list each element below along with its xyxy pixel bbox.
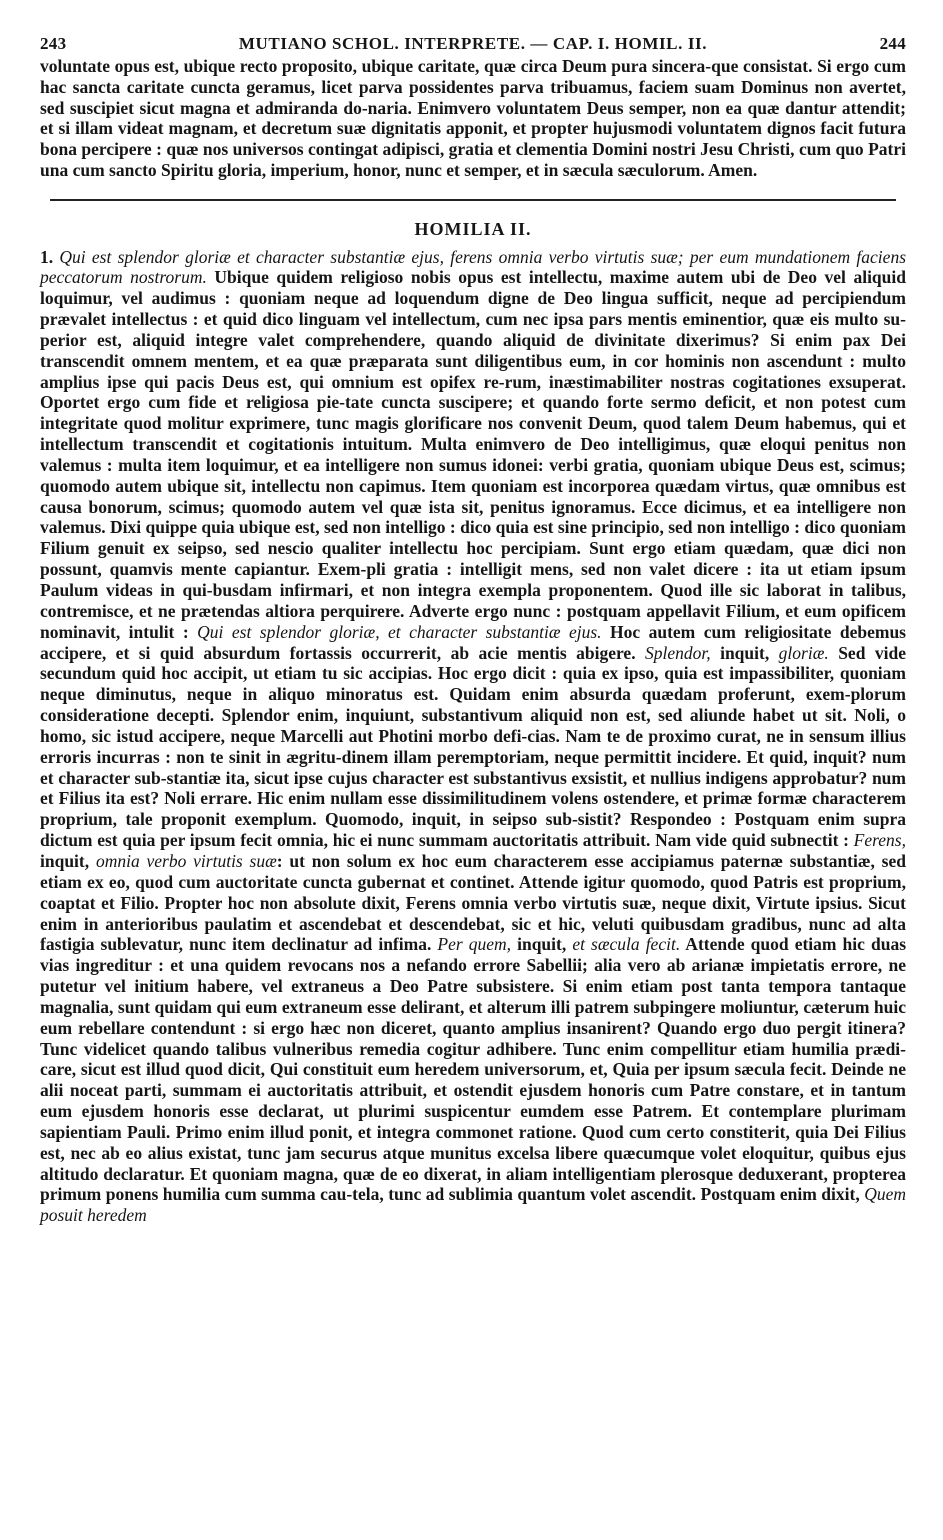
italic-quotation: Qui est splendor gloriæ et character substantiæ ejus, ferens omnia verbo virtutis suæ; per eum mundationem faciens peccatorum nostrorum. — [40, 246, 907, 288]
text-run: inquit, — [511, 934, 573, 955]
italic-quotation: Ferens, — [853, 830, 906, 851]
homily-text-segments — [40, 247, 906, 1226]
homily-heading: HOMILIA II. — [414, 218, 532, 239]
text-run: inquit, — [710, 642, 779, 663]
italic-quotation: Quem posuit heredem — [40, 1184, 906, 1226]
page-number-right: 244 — [879, 34, 906, 53]
italic-quotation: omnia verbo virtutis suæ — [95, 850, 277, 871]
text-run: Hoc autem cum religiositate debemus accipere, et si quid absurdum fortassis occurrerit, ab acie mentis abigere. — [40, 621, 906, 663]
text-run: Attende quod etiam hic duas vias ingreditur : et una quidem revocans nos a nefando errore Sabellii; alia vero ab arianæ impietatis errore, ne putetur vel initium habere, vel extraneus a Deo Patre subsistere. Si enim etiam post tanta tempora tantaque magnalia, sunt quidam qui eum extraneum esse delirant, et alterum illi patrem subpingere moliuntur, cæterum huic eum rebellare contendunt : si ergo hæc non diceret, quanto amplius insanirent? Quando ergo duo pergit itinera? Tunc videlicet quando talibus vulneribus remedia cogitur adhibere. Tunc enim compellitur etiam humilia prædi-care, sicut est illud quod dicit, Qui constituit eum heredem universorum, et, Quia per ipsum sæcula fecit. Deinde ne alii noceat parti, summam ei auctoritatis attribuit, et ostendit ejusdem honoris cum Patre constare, et in tantum eum ejusdem honoris esse declarat, ut plurimi suspicentur eumdem esse Patrem. Et contemplare plurimam sapientiam Pauli. Primo enim illud ponit, et integra commonet ratione. Quod cum certo constiterit, quia Dei Filius est, nec ab eo alius existat, tunc jam securus atque munitus excelsa libere quæcumque volet eloquitur, quibus ejus altitudo declaratur. Et quoniam magna, quæ de eo dixerat, in aliam intelligentiam plerosque deduxerant, propterea primum ponens humilia cum summa cau-tela, tunc ad sublimia quantum volet ascendit. Postquam enim dixit, — [40, 934, 907, 1205]
italic-quotation: et sæcula fecit. — [572, 934, 681, 955]
page — [40, 34, 906, 1226]
italic-quotation: gloriæ. — [778, 642, 829, 663]
italic-quotation: Per quem, — [437, 934, 512, 955]
italic-quotation: Splendor, — [645, 642, 711, 663]
running-head — [40, 34, 906, 56]
text-run: inquit, — [40, 850, 96, 871]
homily-body — [40, 247, 906, 1227]
running-head-title: MUTIANO SCHOL. INTERPRETE. — CAP. I. HOMIL. II. — [238, 34, 708, 53]
section-number: 1. — [40, 246, 54, 267]
section-divider-rule — [50, 199, 896, 201]
italic-quotation: Qui est splendor gloriæ, et character substantiæ ejus. — [197, 621, 602, 642]
text-run: Ubique quidem religioso nobis opus est intellectu, maxime autem ubi de Deo vel aliquid loquimur, vel audimus : quoniam neque ad loquendum digne de Deo lingua sufficit, neque ad percipiendum prævalet intellectus : et quid dico linguam vel intellectum, cum nec ipsa pars mentis eminentior, quæ eis multo su-perior est, aliquid integre valet comprehendere, quando aliquid de divinitate dixerimus? Si enim pax Dei transcendit omnem mentem, et ea quæ præparata sunt diligentibus eum, in cor hominis non ascendunt : multo amplius ipse qui pacis Deus est, qui omnium est opifex re-rum, inæstimabiliter nostras cogitationes exsuperat. Oportet ergo cum fide et religiosa pie-tate cuncta suscipere; et quando forte sermo deficit, et non potest cum integritate quod molitur exprimere, tunc magis glorificare nos convenit Deum, quod talem Deum habemus, qui et intellectum transcendit et cogitationis intuitum. Multa enimvero de Deo intelligimus, quæ eloqui penitus non valemus : multa item loquimur, et ea intelligere non sumus idonei: verbi gratia, quoniam ubique Deus est, scimus; quomodo autem ubique sit, intellectu non capimus. Item quoniam est incorporea quædam virtus, quæ omnibus est causa bonorum, scimus; quomodo autem vel quæ ista sit, penitus ignoramus. Ecce dicimus, et ea intelligere non valemus. Dixi quippe quia ubique est, sed non intelligo : dico quia est sine principio, sed non intelligo : dico quoniam Filium genuit ex seipso, sed nescio qualiter intellectu hoc percipiam. Sunt ergo etiam quædam, quæ dici non possunt, quamvis mente capiantur. Exem-pli gratia : intelligit mens, sed non valet dicere : ita ut etiam ipsum Paulum videas in qui-busdam infirmari, et non integra exempla proponentem. Quod ille sic laborat in talibus, contremisce, et ne prætendas altiora perquirere. Adverte ergo nunc : postquam appellavit Filium, et eum opificem nominavit, intulit : — [40, 267, 906, 642]
text-run: : ut non solum ex hoc eum characterem esse accipiamus paternæ substantiæ, sed etiam ex eo, quod cum auctoritate cuncta gubernat et continet. Attende igitur quomodo, quod Patris est proprium, coaptat et Filio. Propter hoc non absolute dixit, Ferens omnia verbo virtutis suæ, neque dixit, Virtute ipsius. Sicut enim in anterioribus paulatim et ascendebat et descendebat, sic et hic, veluti quibusdam gradibus, nunc ad alta fastigia sublevatur, nunc item declinatur ad infima. — [40, 850, 906, 955]
text-run: Sed vide secundum quid hoc accipit, ut etiam tu sic accipias. Hoc ergo dicit : quia ex ipso, quia est impassibiliter, quoniam neque diminutus, neque in aliquo minoratus est. Quidam enim absurda quædam proferunt, exem-plorum consideratione decepti. Splendor enim, inquiunt, substantivum aliquid non est, sed aliunde habet ut sit. Noli, o homo, sic istud accipere, neque Marcelli aut Photini morbo defi-cias. Nam te de proximo curat, ne in sensum illius erroris incurras : non te sinit in ægritu-dinem illam peremptoriam, neque permittit incidere. Et quid, inquit? num et character sub-stantiæ ita, sicut ipse cujus character est substantivus exsistit, et nullius indigens approbatur? num et Filius ita est? Noli errare. Hic enim nullam esse dissimilitudinem volens ostendere, et primæ formæ characterem proprium, tale proponit exemplum. Quomodo, inquit, in seipso sub-sistit? Respondeo : Postquam enim supra dictum est quia per ipsum fecit omnia, hic ei nunc summam auctoritatis attribuit. Nam vide quid subnectit : — [40, 642, 906, 851]
page-number-left: 243 — [40, 34, 67, 53]
previous-homily-conclusion: voluntate opus est, ubique recto proposito, ubique caritate, quæ circa Deum pura sincera-que consistat. Si ergo cum hac sancta caritate cuncta geramus, licet parva possidentes parva tribuamus, faciem suam Dominus non avertet, sed suscipiet sicut magna et admiranda do-naria. Enimvero voluntatem Deus semper, non ea quæ dantur attendit; et si illam videat magnam, et decretum suæ dignitatis apponit, et propter hujusmodi voluntatem dignos facit futura bona percipere : quæ nos universos contingat adipisci, gratia et clementia Domini nostri Jesu Christi, cum quo Patri una cum sancto Spiritu gloria, imperium, honor, nunc et semper, et in sæcula sæculorum. Amen. — [40, 56, 906, 180]
